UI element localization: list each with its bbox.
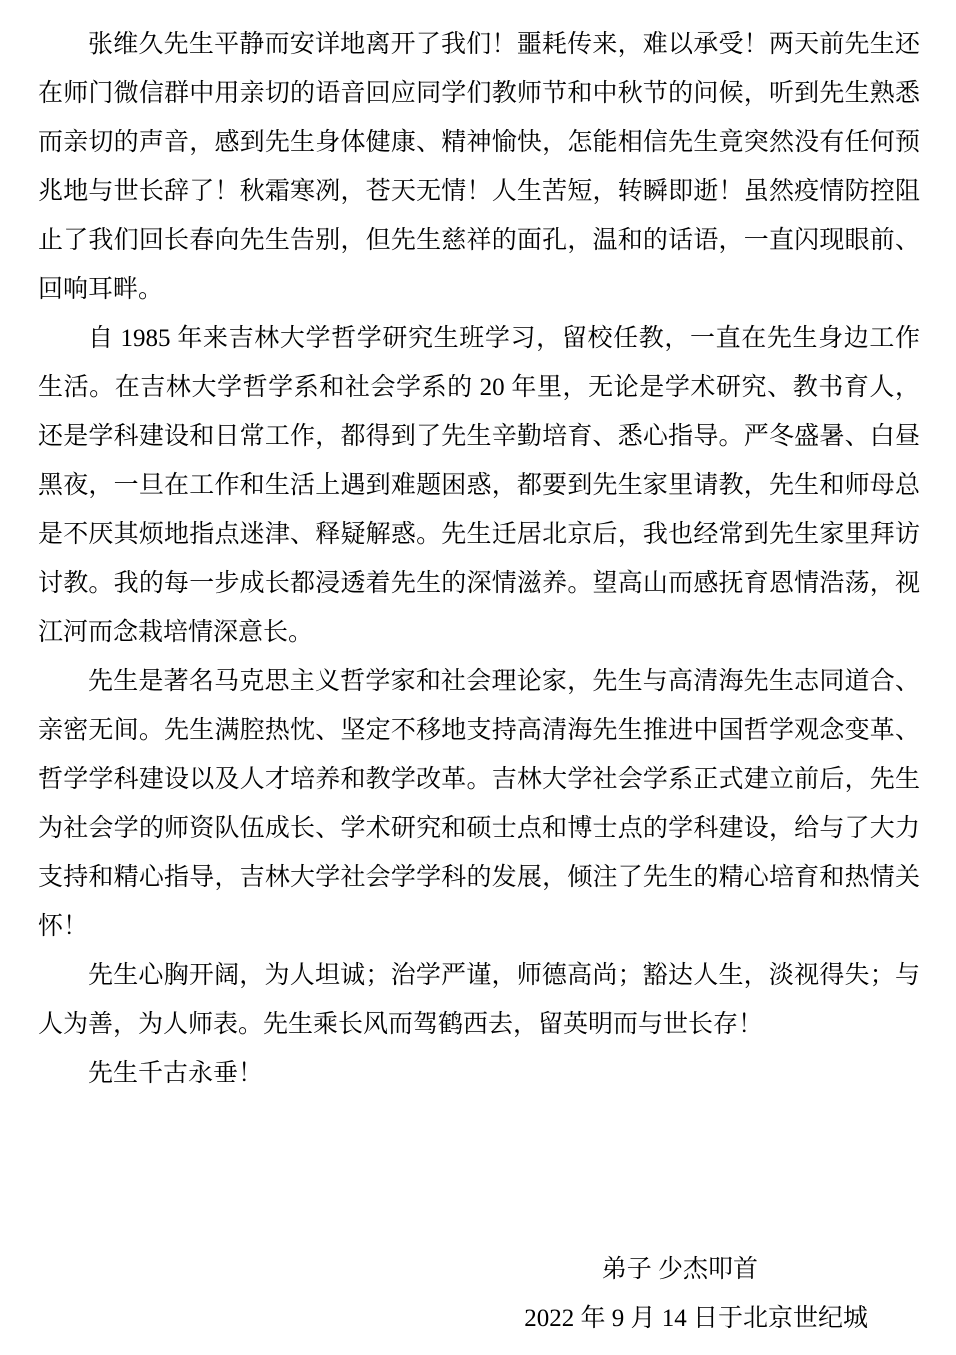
text-line: 支持和精心指导，吉林大学社会学学科的发展，倾注了先生的精心培育和热情关 bbox=[38, 864, 920, 891]
text-line: 兆地与世长辞了！秋霜寒冽，苍天无情！人生苦短，转瞬即逝！虽然疫情防控阻 bbox=[38, 178, 920, 205]
text-line: 怀！ bbox=[38, 913, 89, 940]
text-line: 先生千古永垂！ bbox=[88, 1060, 264, 1087]
signature-block bbox=[38, 1245, 920, 1343]
text-line: 先生心胸开阔，为人坦诚；治学严谨，师德高尚；豁达人生，淡视得失；与 bbox=[88, 962, 920, 989]
text-line: 回响耳畔。 bbox=[38, 276, 164, 303]
text-line: 先生是著名马克思主义哲学家和社会理论家，先生与高清海先生志同道合、 bbox=[88, 668, 920, 695]
signature-name: 弟子 少杰叩首 bbox=[601, 1256, 758, 1283]
paragraph bbox=[38, 951, 920, 1049]
text-line: 在师门微信群中用亲切的语音回应同学们教师节和中秋节的问候，听到先生熟悉 bbox=[38, 80, 920, 107]
text-line: 亲密无间。先生满腔热忱、坚定不移地支持高清海先生推进中国哲学观念变革、 bbox=[38, 717, 920, 744]
text-line: 哲学学科建设以及人才培养和教学改革。吉林大学社会学系正式建立前后，先生 bbox=[38, 766, 920, 793]
paragraph bbox=[38, 657, 920, 951]
text-line: 止了我们回长春向先生告别，但先生慈祥的面孔，温和的话语，一直闪现眼前、 bbox=[38, 227, 920, 254]
text-line: 江河而念栽培情深意长。 bbox=[38, 619, 314, 646]
text-line: 黑夜，一旦在工作和生活上遇到难题困惑，都要到先生家里请教，先生和师母总 bbox=[38, 472, 920, 499]
signature-date: 2022 年 9 月 14 日于北京世纪城 bbox=[524, 1305, 868, 1332]
text-line: 自 1985 年来吉林大学哲学研究生班学习，留校任教，一直在先生身边工作 bbox=[88, 325, 920, 352]
document-body bbox=[38, 20, 920, 1098]
text-line: 张维久先生平静而安详地离开了我们！噩耗传来，难以承受！两天前先生还 bbox=[88, 31, 920, 58]
paragraph bbox=[38, 314, 920, 657]
text-line: 而亲切的声音，感到先生身体健康、精神愉快，怎能相信先生竟突然没有任何预 bbox=[38, 129, 920, 156]
text-line: 生活。在吉林大学哲学系和社会学系的 20 年里，无论是学术研究、教书育人， bbox=[38, 374, 920, 401]
text-line: 还是学科建设和日常工作，都得到了先生辛勤培育、悉心指导。严冬盛暑、白昼 bbox=[38, 423, 920, 450]
text-line: 为社会学的师资队伍成长、学术研究和硕士点和博士点的学科建设，给与了大力 bbox=[38, 815, 920, 842]
text-line: 人为善，为人师表。先生乘长风而驾鹤西去，留英明而与世长存！ bbox=[38, 1011, 764, 1038]
text-line: 讨教。我的每一步成长都浸透着先生的深情滋养。望高山而感抚育恩情浩荡，视 bbox=[38, 570, 920, 597]
paragraph bbox=[38, 1049, 920, 1098]
paragraph bbox=[38, 20, 920, 314]
text-line: 是不厌其烦地指点迷津、释疑解惑。先生迁居北京后，我也经常到先生家里拜访 bbox=[38, 521, 920, 548]
